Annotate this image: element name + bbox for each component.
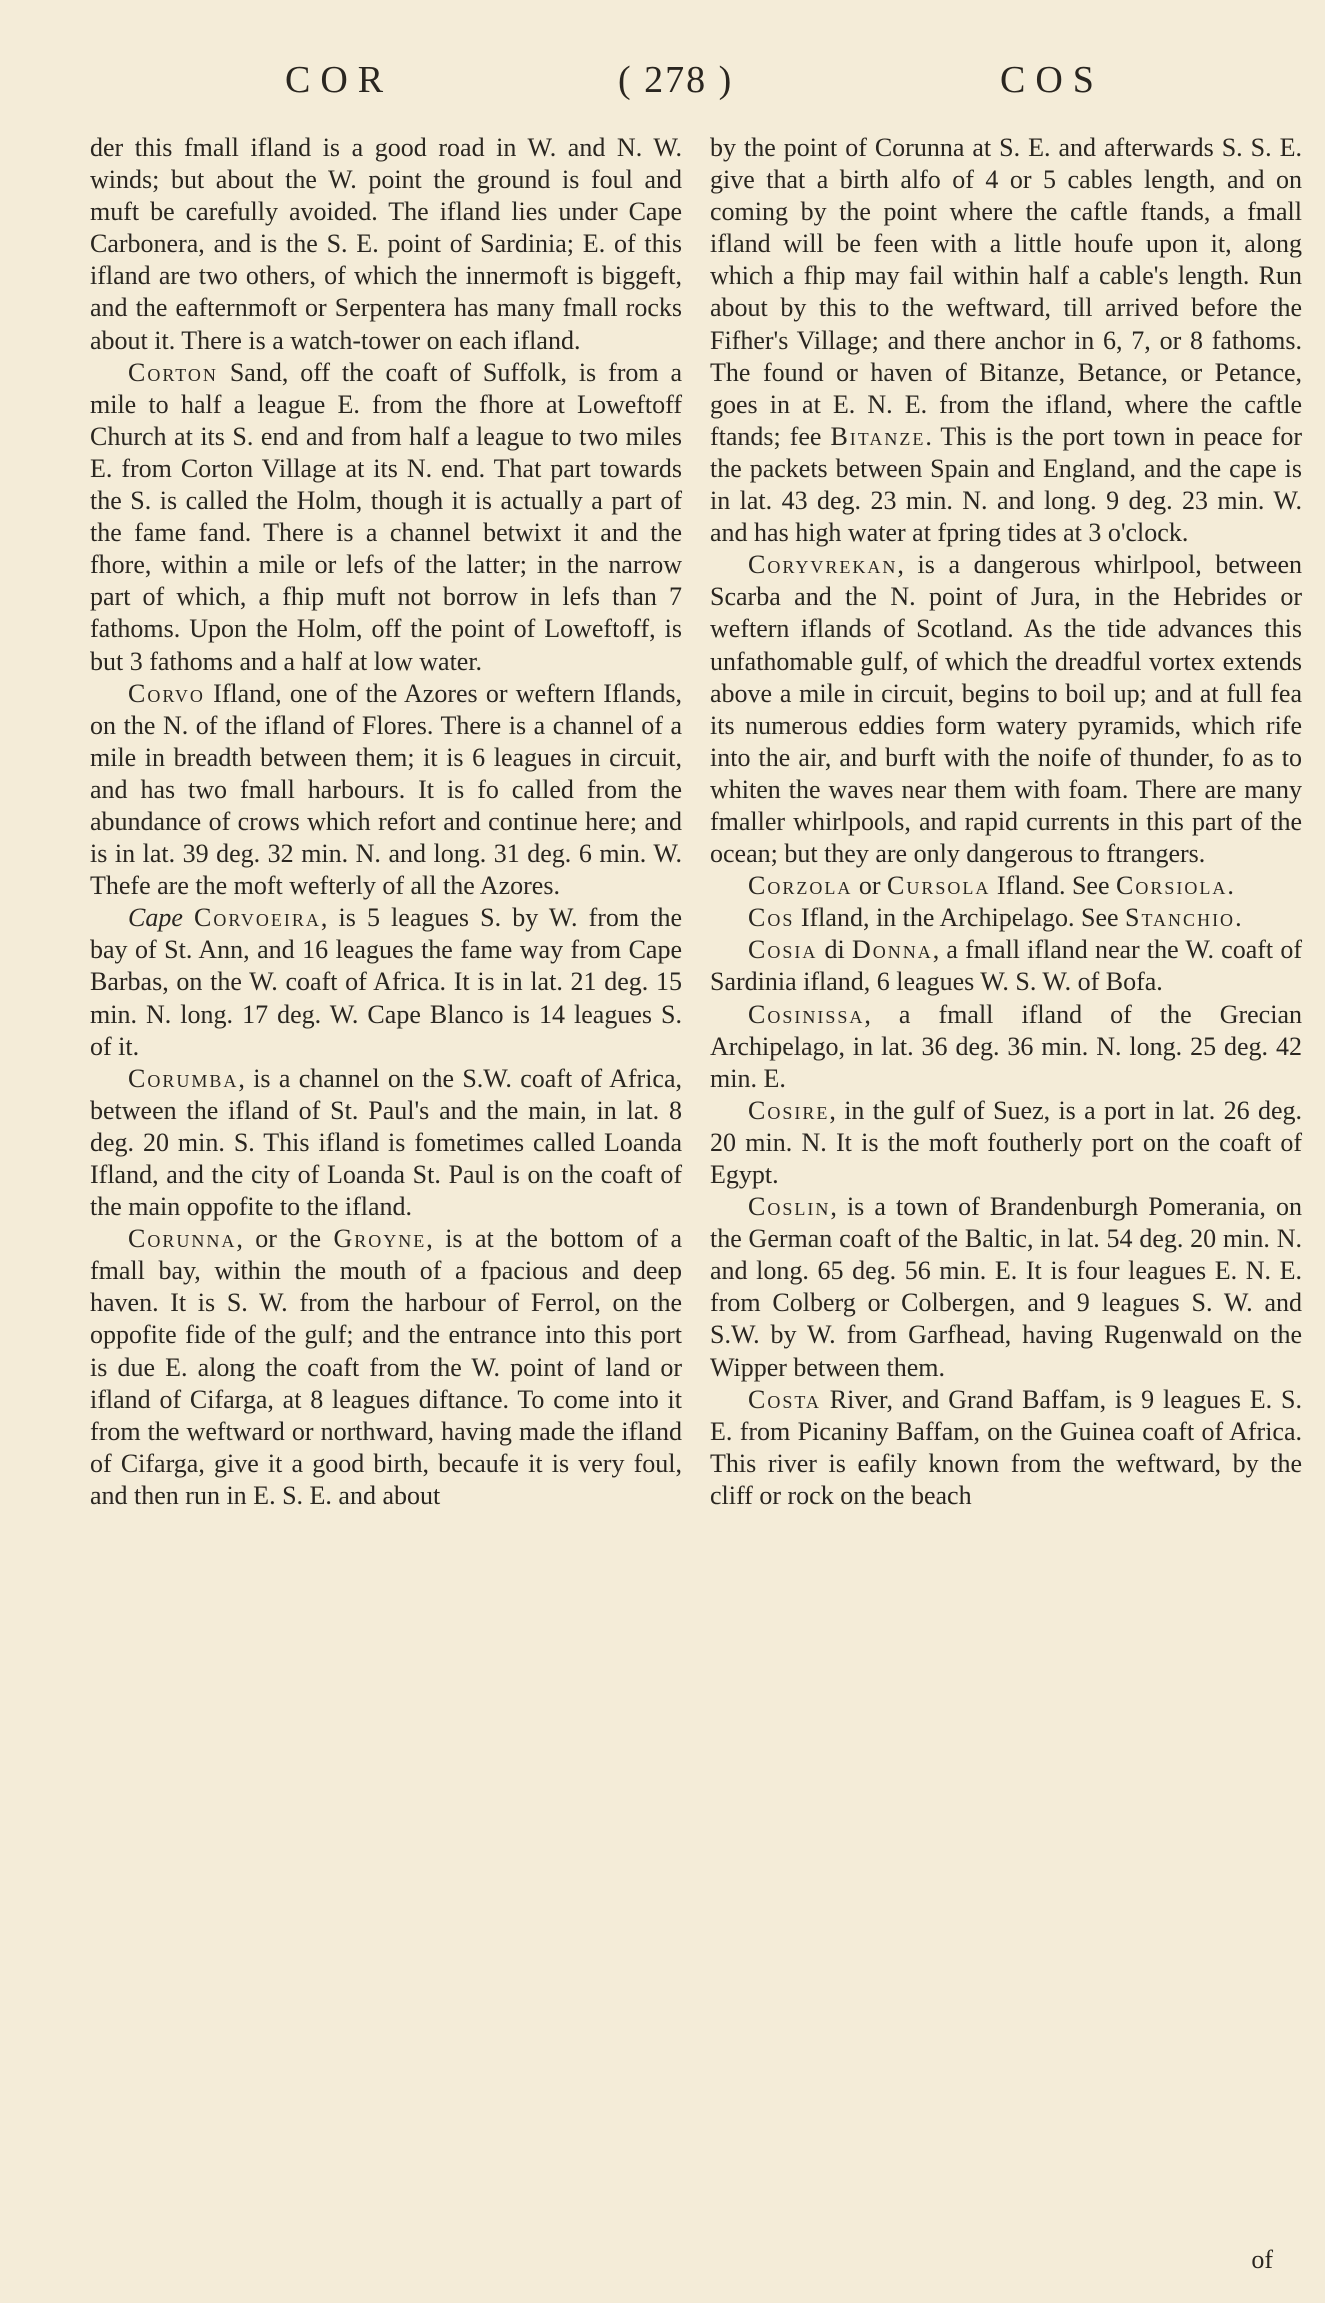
running-head xyxy=(0,58,1325,118)
entry-headword: Corvoeira xyxy=(194,903,321,933)
entry-headword: Cosinissa xyxy=(748,999,865,1029)
entry-text: , or the xyxy=(236,1224,334,1254)
entry-headword: Costa xyxy=(748,1384,821,1414)
entry-text: , is at the bottom of a fmall bay, within the mouth of a fpacious and deep haven. It is S. W. from the harbour of Ferrol, on the oppofite fide of the gulf; and the entrance into this port is due E. along the coaft from the W. point of land or ifland of Cifarga, at 8 leagues diftance. To come into it from the weftward or northward, having made the ifland of Cifarga, give it a good birth, becaufe it is very foul, and then run in E. S. E. and about xyxy=(90,1224,682,1510)
entry-corunna xyxy=(90,1223,682,1512)
cross-reference: Corsiola xyxy=(1116,871,1228,901)
entry-headword-alt: Groyne xyxy=(333,1224,427,1254)
entry-text: . This is the port town in peace for the packets between Spain and England, and the cape is in lat. 43 deg. 23 min. N. and long. 9 deg. 23 min. W. and has high water at fpring tides at 3 o'clock. xyxy=(710,421,1302,548)
entry-text: , is a channel on the S.W. coaft of Africa, between the ifland of St. Paul's and the main, in lat. 8 deg. 20 min. S. This ifland is fometimes called Loanda Ifland, and the city of Loanda St. Paul is on the coaft of the main oppofite to the ifland. xyxy=(90,1063,682,1222)
entry-text: , a fmall ifland near the W. coaft of Sardinia ifland, 6 leagues W. S. W. of Bofa. xyxy=(710,935,1302,997)
cross-reference: Stanchio xyxy=(1125,903,1236,933)
entry-text: by the point of Corunna at S. E. and afterwards S. S. E. give that a birth alfo of 4 or 5 cables length, and on coming by the point where the caftle ftands, a fmall ifland will be feen with a little houfe upon it, along which a fhip may fail within half a cable's length. Run about by this to the weftward, till arrived before the Fifher's Village; and there anchor in 6, 7, or 8 fathoms. The found or haven of Bitanze, Betance, or Petance, goes in at E. N. E. from the ifland, where the caftle ftands; fee xyxy=(710,133,1302,451)
entry-text: or xyxy=(852,871,888,901)
entry-continuation xyxy=(90,132,682,357)
entry-headword: Cosire xyxy=(748,1095,830,1125)
entry-continuation xyxy=(710,132,1302,549)
entry-headword: Corzola xyxy=(748,871,853,901)
entry-corzola xyxy=(710,870,1302,902)
entry-text: Ifland, in the Archipelago. See xyxy=(794,903,1126,933)
entry-text: , a fmall ifland of the Grecian Archipelago, in lat. 36 deg. 36 min. N. long. 25 deg. 42 min. E. xyxy=(710,999,1302,1093)
entry-headword: Corton xyxy=(128,357,218,387)
entry-headword: Cosia xyxy=(748,935,818,965)
entry-text: Ifland, one of the Azores or weftern Iflands, on the N. of the ifland of Flores. There is a channel of a mile in breadth between them; it is 6 leagues in circuit, and has two fmall harbours. It is fo called from the abundance of crows which refort and continue here; and is in lat. 39 deg. 32 min. N. and long. 31 deg. 6 min. W. Thefe are the moft wefterly of all the Azores. xyxy=(90,678,682,901)
right-column xyxy=(710,132,1302,1512)
cross-reference: Bitanze xyxy=(830,421,926,451)
left-column xyxy=(90,132,682,1512)
entry-costa xyxy=(710,1384,1302,1512)
entry-text: , is 5 leagues S. by W. from the bay of St. Ann, and 16 leagues the fame way from Cape Barbas, on the W. coaft of Africa. It is in lat. 21 deg. 15 min. N. long. 17 deg. W. Cape Blanco is 14 leagues S. of it. xyxy=(90,903,682,1061)
entry-text: , in the gulf of Suez, is a port in lat. 26 deg. 20 min. N. It is the moft foutherly port on the coaft of Egypt. xyxy=(710,1095,1302,1189)
entry-headword: Corumba xyxy=(128,1063,239,1093)
entry-headword: Corunna xyxy=(128,1224,237,1254)
catchword: of xyxy=(1251,2245,1273,2274)
entry-text: , is a dangerous whirlpool, between Scarba and the N. point of Jura, in the Hebrides or weftern iflands of Scotland. As the tide advances this unfathomable gulf, of which the dreadful vortex extends above a mile in circuit, begins to boil up; and at full fea its numerous eddies form watery pyramids, which rife into the air, and burft with the noife of thunder, fo as to whiten the waves near them with foam. There are many fmaller whirlpools, and rapid currents in this part of the ocean; but they are only dangerous to ftrangers. xyxy=(710,550,1302,869)
entry-text: , is a town of Brandenburgh Pomerania, on the German coaft of the Baltic, in lat. 54 deg. 20 min. N. and long. 65 deg. 56 min. E. It is four leagues E. N. E. from Colberg or Colbergen, and 9 leagues S. W. and S.W. by W. from Garfhead, having Rugenwald on the Wipper between them. xyxy=(710,1192,1302,1382)
entry-text: . xyxy=(1227,871,1234,901)
entry-cos xyxy=(710,902,1302,934)
entry-text: River, and Grand Baffam, is 9 leagues E. S. E. from Picaniny Baffam, on the Guinea coaft of Africa. This river is eafily known from the weftward, by the cliff or rock on the beach xyxy=(710,1384,1302,1510)
entry-text: Sand, off the coaft of Suffolk, is from a mile to half a league E. from the fhore at Loweftoff Church at its S. end and from half a league to two miles E. from Corton Village at its N. end. That part towards the S. is called the Holm, though it is actually a part of the fame fand. There is a channel betwixt it and the fhore, within a mile or lefs of the latter; in the narrow part of which, a fhip muft not borrow in lefs than 7 fathoms. Upon the Holm, off the point of Loweftoff, is but 3 fathoms and a half at low water. xyxy=(90,357,682,676)
entry-text: der this fmall ifland is a good road in W. and N. W. winds; but about the W. point the ground is foul and muft be carefully avoided. The ifland lies under Cape Carbonera, and is the S. E. point of Sardinia; E. of this ifland are two others, of which the innermoft is biggeft, and the eafternmoft or Serpentera has many fmall rocks about it. There is a watch-tower on each ifland. xyxy=(90,133,682,355)
running-head-right: COS xyxy=(1000,59,1104,101)
entry-corton xyxy=(90,357,682,678)
entry-headword: Coslin xyxy=(748,1192,831,1222)
entry-corvo xyxy=(90,678,682,903)
entry-headword-alt: Donna xyxy=(851,935,933,965)
entry-headword-alt: Cursola xyxy=(887,871,991,901)
entry-cosia-di-donna xyxy=(710,934,1302,998)
entry-cosire xyxy=(710,1095,1302,1191)
entry-prefix: Cape xyxy=(128,903,183,933)
entry-corvoeira xyxy=(90,902,682,1062)
entry-coryvrekan xyxy=(710,549,1302,870)
entry-text: Ifland. See xyxy=(990,871,1116,901)
page-number: ( 278 ) xyxy=(618,59,734,101)
entry-coslin xyxy=(710,1191,1302,1384)
entry-headword: Coryvrekan xyxy=(748,550,898,580)
entry-headword: Corvo xyxy=(128,678,205,708)
entry-cosinissa xyxy=(710,999,1302,1095)
entry-corumba xyxy=(90,1063,682,1223)
running-head-left: COR xyxy=(285,59,394,101)
entry-text: . xyxy=(1235,903,1242,933)
entry-headword: Cos xyxy=(748,903,795,933)
entry-text: di xyxy=(817,935,852,965)
